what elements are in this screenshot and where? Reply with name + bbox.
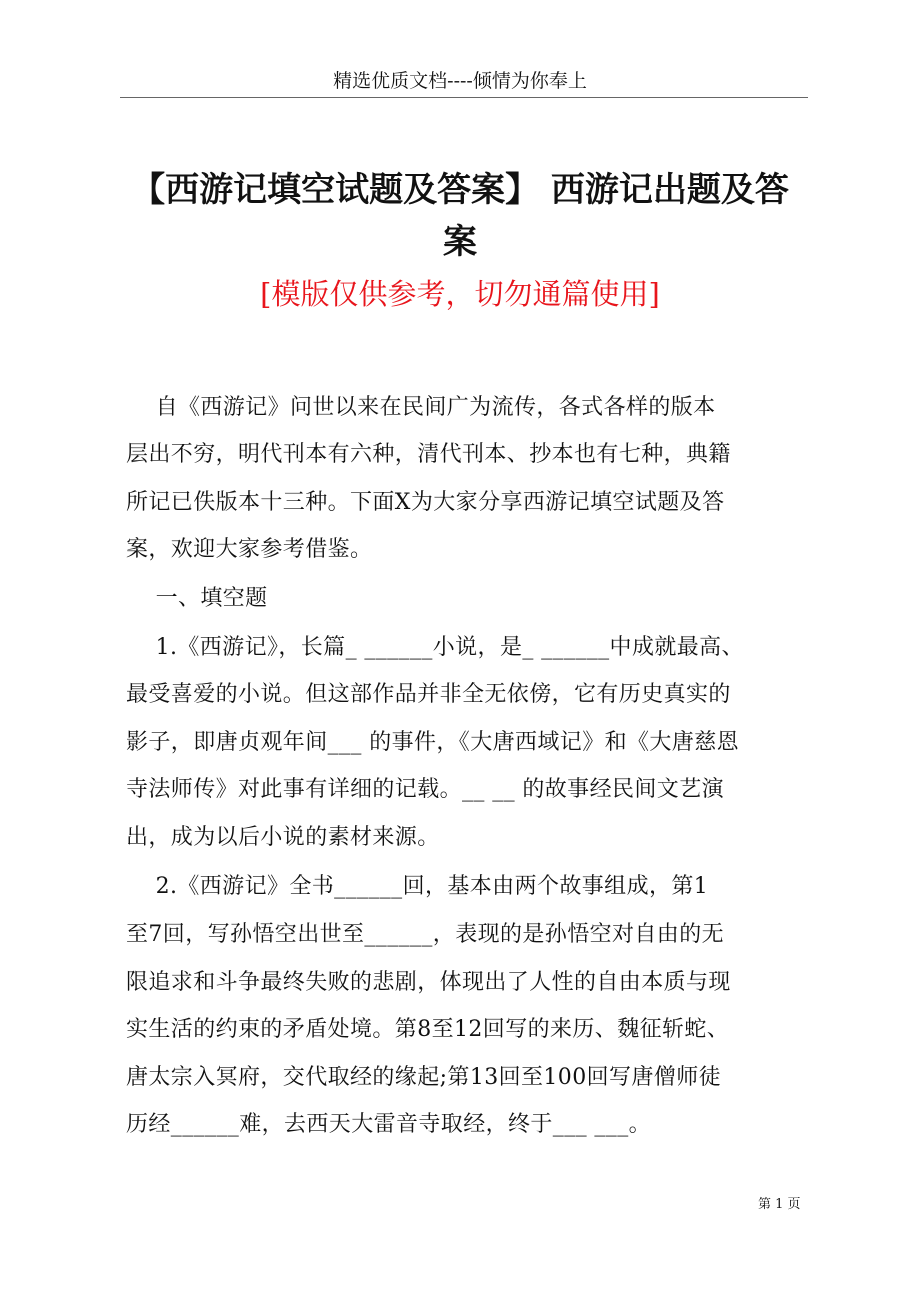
body-line: 至7回，写孙悟空出世至______，表现的是孙悟空对自由的无: [126, 922, 724, 947]
body-line: 层出不穷，明代刊本有六种，清代刊本、抄本也有七种，典籍: [126, 442, 731, 467]
page-number: 第 1 页: [758, 1197, 801, 1212]
document-title-line-1: 【西游记填空试题及答案】 西游记出题及答: [131, 170, 789, 210]
body-line: 2.《西游记》全书______回，基本由两个故事组成，第1: [126, 874, 709, 899]
body-line: 历经______难，去西天大雷音寺取经，终于___ ___。: [126, 1112, 651, 1137]
body-line: 唐太宗入冥府，交代取经的缘起;第13回至100回写唐僧师徒: [126, 1065, 721, 1090]
body-line: 寺法师传》对此事有详细的记载。__ __ 的故事经民间文艺演: [126, 777, 724, 802]
body-line: 案，欢迎大家参考借鉴。: [126, 537, 373, 562]
body-line: 自《西游记》问世以来在民间广为流传，各式各样的版本: [126, 395, 716, 420]
body-line: 影子，即唐贞观年间___ 的事件，《大唐西域记》和《大唐慈恩: [126, 730, 739, 755]
page-header: 精选优质文档----倾情为你奉上: [333, 70, 587, 92]
template-notice: [模版仅供参考，切勿通篇使用]: [260, 277, 660, 311]
body-line: 实生活的约束的矛盾处境。第8至12回写的来历、魏征斩蛇、: [126, 1017, 730, 1042]
body-line: 限追求和斗争最终失败的悲剧，体现出了人性的自由本质与现: [126, 970, 731, 995]
header-divider: [120, 97, 808, 98]
body-line: 所记已佚版本十三种。下面X为大家分享西游记填空试题及答: [126, 490, 725, 515]
body-line: 最受喜爱的小说。但这部作品并非全无依傍，它有历史真实的: [126, 682, 731, 707]
body-line: 一、填空题: [126, 586, 268, 611]
body-line: 出，成为以后小说的素材来源。: [126, 825, 440, 850]
document-title-line-2: 案: [443, 222, 477, 262]
body-line: 1.《西游记》，长篇_ ______小说，是_ ______中成就最高、: [126, 635, 744, 660]
